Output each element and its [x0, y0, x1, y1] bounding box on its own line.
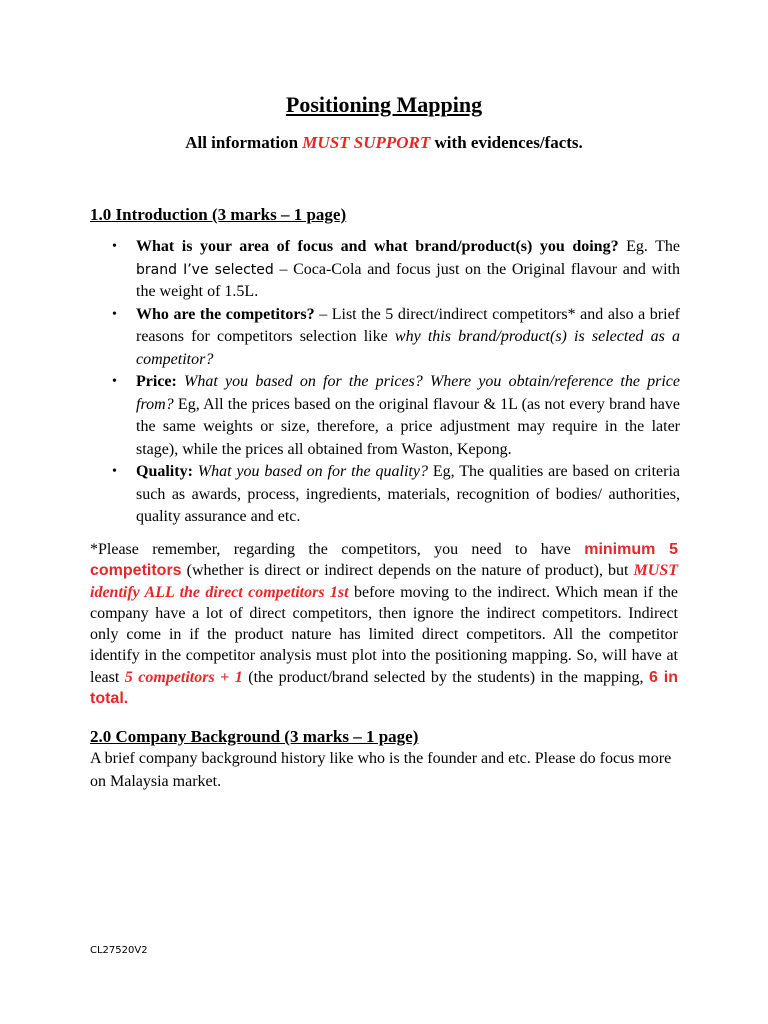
bullet-icon: •	[112, 464, 117, 479]
note-text: *Please remember, regarding the competitors, you need to have	[90, 541, 585, 558]
bullet-label: Who are the competitors?	[136, 305, 315, 323]
note-highlight: minimum 5 competitors	[90, 541, 678, 580]
bullet-icon: •	[112, 374, 117, 389]
bullet-label: What is your area of focus and what brand/product(s) you doing?	[136, 238, 619, 255]
bullet-icon: •	[112, 306, 117, 322]
bullet-text: Eg, All the prices based on the original flavour & 1L (as not every brand have the same weights or size, therefore, a price adjustment may require in the later stage), while the prices all obtained from Waston, Kepong.	[136, 395, 680, 458]
subtitle-post: with evidences/facts.	[430, 133, 583, 152]
bullet-text-sans: brand I’ve selected	[136, 261, 274, 278]
bullet-icon: •	[112, 239, 117, 254]
page-title: Positioning Mapping	[285, 92, 483, 117]
subtitle-pre: All information	[185, 133, 303, 152]
document-code: CL27520V2	[90, 945, 148, 956]
background-heading: 2.0 Company Background (3 marks – 1 page)	[90, 727, 419, 746]
list-item	[90, 236, 680, 304]
list-item	[90, 304, 680, 372]
note-highlight: 6 in total.	[90, 668, 679, 708]
intro-bullet-list	[90, 236, 680, 529]
list-item	[90, 461, 680, 529]
subtitle	[0, 133, 768, 153]
bullet-italic-text: why this brand/product(s) is selected as a competitor?	[136, 328, 680, 368]
note-text: before moving to the indirect. Which mean if the company have a lot of direct competitors, then ignore the indirect competitors. Indirect only come in if the product nature has limited direct competitors. All the competitor identify in the competitor analysis must plot into the positioning mapping. So, will have at least	[90, 583, 679, 686]
bullet-text: – List the 5 direct/indirect competitors* and also a brief reasons for competitors selection like	[136, 305, 680, 345]
note-highlight: MUST identify ALL the direct competitors 1st	[90, 562, 678, 601]
bullet-italic-text: What you based on for the quality?	[192, 463, 428, 480]
list-item	[90, 371, 680, 461]
note-text: (whether is direct or indirect depends on the nature of product), but	[181, 562, 634, 580]
bullet-text: – Coca-Cola and focus just on the Original flavour and with the weight of 1.5L.	[136, 260, 680, 300]
note-text: (the product/brand selected by the students) in the mapping,	[242, 668, 649, 686]
intro-heading: 1.0 Introduction (3 marks – 1 page)	[90, 205, 347, 224]
competitor-note	[90, 539, 678, 709]
bullet-text: Eg, The qualities are based on criteria such as awards, process, ingredients, materials, recognition of bodies/ authorities, quality assurance and etc.	[136, 463, 681, 525]
subtitle-emphasis: MUST SUPPORT	[302, 133, 431, 152]
note-highlight: 5 competitors + 1	[124, 668, 243, 686]
bullet-label: Quality:	[136, 463, 193, 480]
background-text: A brief company background history like who is the founder and etc. Please do focus more on Malaysia market.	[90, 750, 672, 790]
bullet-text: Eg. The	[618, 238, 681, 255]
bullet-label: Price:	[136, 373, 177, 390]
bullet-italic-text: What you based on for the prices? Where you obtain/reference the price from?	[136, 373, 680, 413]
